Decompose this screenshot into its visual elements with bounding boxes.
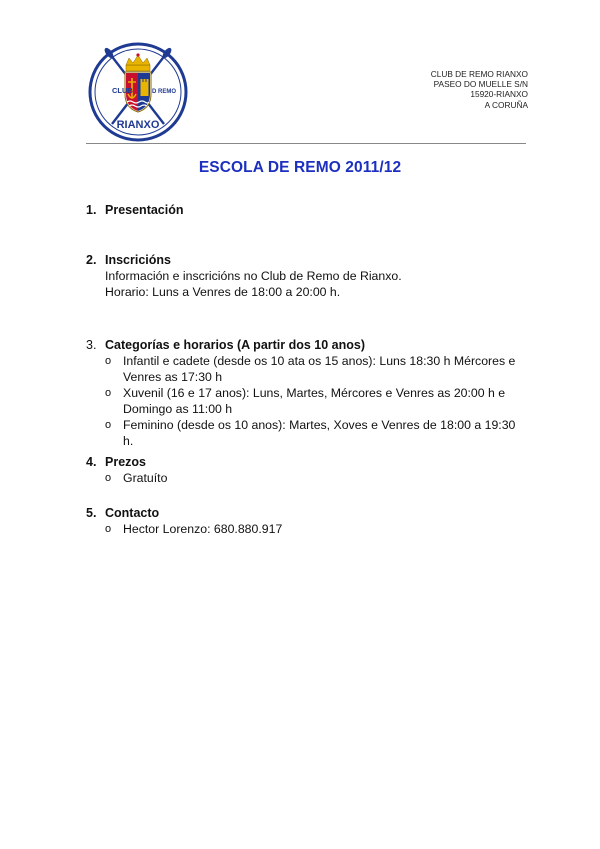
page-title: ESCOLA DE REMO 2011/12 — [198, 159, 402, 176]
header-divider — [86, 143, 526, 144]
section-heading — [86, 202, 184, 218]
section-inscricions — [86, 252, 402, 300]
section-title: Prezos — [105, 455, 146, 469]
club-logo — [88, 42, 188, 142]
list-item — [86, 470, 523, 486]
logo-club-text: CLUB — [112, 86, 133, 95]
section-prezos — [86, 454, 523, 486]
bullet-icon: o — [105, 419, 112, 431]
list-item — [86, 521, 523, 537]
club-address — [431, 69, 528, 110]
section-number: 5. — [86, 506, 97, 520]
section-heading — [86, 337, 523, 353]
list-item — [86, 385, 523, 417]
address-line: PASEO DO MUELLE S/N — [433, 79, 528, 90]
section-contacto — [86, 505, 523, 537]
bullet-icon: o — [105, 523, 112, 535]
address-line: 15920-RIANXO — [470, 89, 528, 100]
section-body-line: Horario: Luns a Venres de 18:00 a 20:00 h. — [105, 285, 341, 299]
section-number: 4. — [86, 455, 97, 469]
category-list — [86, 353, 523, 449]
section-presentacion — [86, 202, 184, 218]
address-line: CLUB DE REMO RIANXO — [430, 69, 528, 79]
list-item-text: Infantil e cadete (desde os 10 ata os 15 anos): Luns 18:30 h Mércores e Venres as 17:30 h — [123, 354, 516, 384]
list-item — [86, 353, 523, 385]
section-number: 3. — [86, 338, 97, 352]
bullet-icon: o — [105, 472, 112, 484]
list-item — [86, 417, 523, 449]
list-item-text: Feminino (desde os 10 anos): Martes, Xoves e Venres de 18:00 a 19:30 h. — [123, 418, 516, 448]
list-item-text: Gratuíto — [123, 471, 168, 485]
logo-remo-text: D REMO — [152, 89, 176, 95]
section-heading — [86, 454, 523, 470]
section-title: Categorías e horarios (A partir dos 10 anos) — [105, 338, 366, 352]
logo-rianxo-text: RIANXO — [116, 119, 160, 131]
section-number: 2. — [86, 253, 97, 267]
section-heading — [86, 505, 523, 521]
contact-phone: Hector Lorenzo: 680.880.917 — [123, 522, 283, 536]
section-title: Contacto — [105, 506, 160, 520]
section-heading — [86, 252, 402, 268]
bullet-icon: o — [105, 355, 112, 367]
section-number: 1. — [86, 203, 97, 217]
section-categorias — [86, 337, 523, 449]
section-body-line: Información e inscricións no Club de Remo de Rianxo. — [105, 269, 402, 283]
bullet-icon: o — [105, 387, 112, 399]
contact-list — [86, 521, 523, 537]
section-title: Inscricións — [105, 253, 171, 267]
price-list — [86, 470, 523, 486]
address-line: A CORUÑA — [484, 99, 528, 110]
section-title: Presentación — [105, 203, 184, 217]
list-item-text: Xuvenil (16 e 17 anos): Luns, Martes, Mércores e Venres as 20:00 h e Domingo as 11:00 h — [123, 386, 506, 416]
